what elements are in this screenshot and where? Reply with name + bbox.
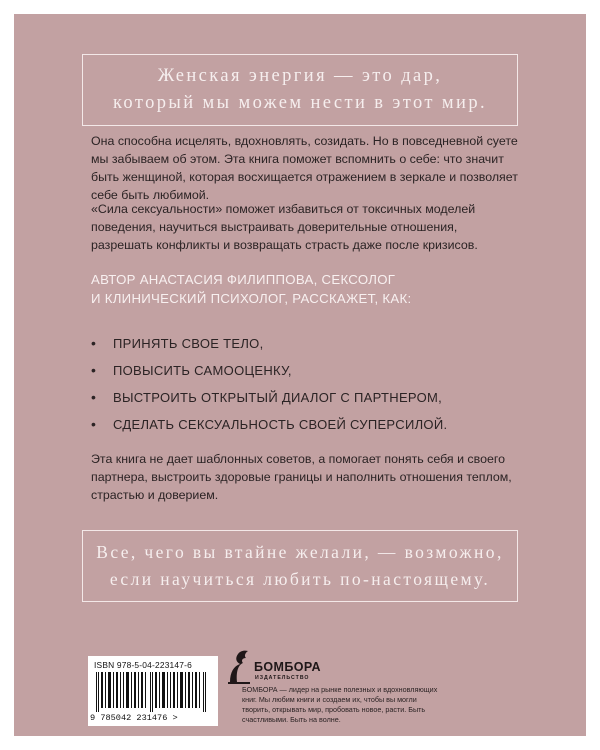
intro-paragraph: Она способна исцелять, вдохновлять, созидать. Но в повседневной суете мы забываем об этом. Эта книга поможет вспомнить о себе: что значит быть женщиной, которая восхищается отражением в зеркале и позволяет себе быть любимой.	[91, 134, 518, 202]
bullet-dot: •	[91, 335, 97, 351]
benefits-list	[91, 330, 521, 438]
outro-paragraph: Эта книга не дает шаблонных советов, а помогает понять себя и своего партнера, выстроить здоровые границы и наполнить отношения теплом, страстью и доверием.	[91, 452, 512, 502]
list-item-text: ПОВЫСИТЬ САМООЦЕНКУ,	[113, 363, 292, 378]
publisher-subtitle: ИЗДАТЕЛЬСТВО	[255, 675, 310, 681]
barcode-digits: 9 785042 231476 >	[90, 713, 178, 723]
barcode-icon	[94, 672, 212, 712]
author-line-1: АВТОР АНАСТАСИЯ ФИЛИППОВА, СЕКСОЛОГ	[91, 272, 396, 287]
bullet-dot: •	[91, 389, 97, 405]
bombora-wave-icon	[226, 646, 252, 684]
list-item-text: ВЫСТРОИТЬ ОТКРЫТЫЙ ДИАЛОГ С ПАРТНЕРОМ,	[113, 390, 443, 405]
list-item	[91, 411, 521, 438]
isbn-label: ISBN 978-5-04-223147-6	[94, 660, 192, 670]
top-quote-line-2: который мы можем нести в этот мир.	[112, 93, 488, 113]
back-cover	[14, 14, 586, 736]
top-quote-frame	[82, 54, 518, 126]
list-item	[91, 357, 521, 384]
top-quote-line-1: Женская энергия — это дар,	[157, 66, 443, 86]
bullet-dot: •	[91, 416, 97, 432]
list-item-text: ПРИНЯТЬ СВОЕ ТЕЛО,	[113, 336, 264, 351]
intro-paragraph-2: «Сила сексуальности» поможет избавиться от токсичных моделей поведения, научиться выстраивать доверительные отношения, разрешать конфликты и возвращать страсть даже после кризисов.	[91, 202, 478, 252]
author-line-2: И КЛИНИЧЕСКИЙ ПСИХОЛОГ, РАССКАЖЕТ, КАК:	[91, 291, 412, 306]
isbn-barcode-block	[88, 656, 218, 726]
author-heading	[91, 270, 531, 308]
list-item-text: СДЕЛАТЬ СЕКСУАЛЬНОСТЬ СВОЕЙ СУПЕРСИЛОЙ.	[113, 417, 448, 432]
publisher-name: БОМБОРА	[254, 660, 321, 674]
bottom-quote-frame	[82, 530, 518, 602]
list-item	[91, 384, 521, 411]
publisher-logo	[226, 646, 396, 686]
publisher-blurb: БОМБОРА — лидер на рынке полезных и вдохновляющих книг. Мы любим книги и создаем их, чтобы вы могли творить, открывать мир, пробовать новое, расти. Быть счастливыми. Быть на волне.	[242, 685, 438, 724]
bottom-quote-line-2: если научиться любить по-настоящему.	[109, 569, 491, 589]
bottom-quote-line-1: Все, чего вы втайне желали, — возможно,	[96, 542, 504, 562]
list-item	[91, 330, 521, 357]
bullet-dot: •	[91, 362, 97, 378]
